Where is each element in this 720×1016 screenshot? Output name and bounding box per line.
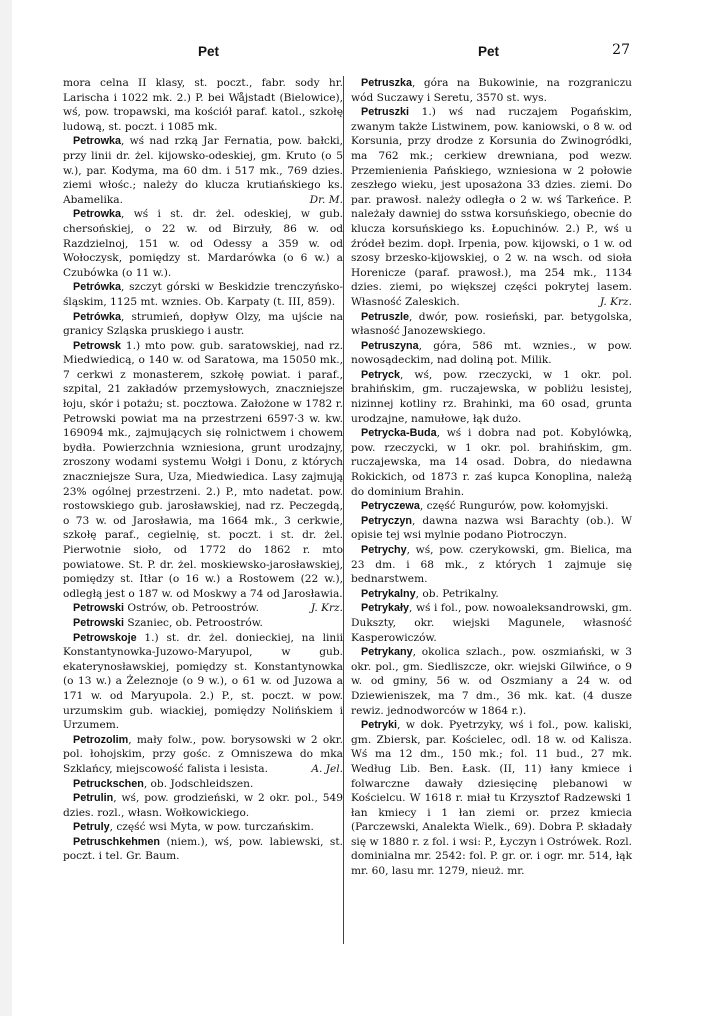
entry-text: , góra, 586 mt. wznies., w pow. nowosądeckim, nad doliną pot. Milik.	[351, 339, 632, 367]
running-head-left: Pet	[198, 44, 220, 59]
entry-text: , wś nad rzką Jar Fernatia, pow. bałcki, przy linii dr. żel. kijowsko-odeskiej, gm. Kruto (o 5 w.), par. Kodyma, ma 60 dm. i 517 mk., 769 dzies. ziemi włośc.; należy do klucza krutiańskiego ks. Abamelika.	[63, 135, 343, 206]
entry-headword: Petruly	[73, 821, 110, 834]
dictionary-entry	[351, 601, 632, 645]
entry-text: , ob. Petrikalny.	[415, 587, 499, 600]
entry-headword: Petrychy	[361, 544, 407, 556]
entry-headword: Petrowski	[73, 602, 125, 615]
dictionary-entry	[351, 426, 632, 499]
dictionary-entry	[351, 543, 632, 587]
column-divider	[343, 76, 344, 944]
entry-text: , wś i st. dr. żel. odeskiej, w gub. chersońskiej, o 22 w. od Birzuły, 86 w. od Razdzielnoj, 151 w. od Odessy a 359 w. od Wołoczysk, pomiędzy st. Mardarówka (o 6 w.) a Czubówka (o 11 w.).	[63, 208, 343, 279]
entry-headword: Petruszle	[361, 310, 410, 323]
entry-headword: Petryck	[361, 368, 401, 381]
dictionary-entry	[63, 631, 343, 733]
entry-text: , wś, pow. rzeczycki, w 1 okr. pol. brahińskim, gm. ruczajewska, w pobliżu lesistej, nizinnej kotliny rz. Brahinki, ma 60 osad, grunta urodzajne, namułowe, łąk dużo.	[351, 368, 632, 425]
dictionary-entry	[63, 616, 343, 631]
entry-text: mora celna II klasy, st. poczt., fabr. sody hr. Larischa i 1022 mk. 2.) P. bei Wåjstadt (Bielowice), wś, pow. tropawski, ma kościół paraf. katol., szkołę ludową, st. poczt. i 1085 mk.	[63, 77, 343, 133]
dictionary-entry	[351, 339, 632, 368]
dictionary-entry	[63, 134, 343, 207]
entry-text: , wś, pow. grodzieński, w 2 okr. pol., 549 dzies. rozl., własn. Wołkowickiego.	[63, 792, 343, 819]
entry-text: , mały folw., pow. borysowski w 2 okr. pol. łohojskim, przy gośc. z Omniszewa do mka Szklańcy, miejscowość falista i lesista.	[63, 733, 343, 775]
entry-headword: Petryki	[361, 719, 398, 732]
left-column	[63, 76, 343, 864]
page-header	[60, 44, 630, 68]
right-column	[351, 76, 632, 879]
dictionary-entry	[351, 645, 632, 718]
page-edge	[0, 0, 12, 1016]
entry-text: , góra na Bukowinie, na rozgraniczu wód Suczawy i Seretu, 3570 st. wys.	[351, 77, 632, 104]
entry-text: 1.) wś nad ruczajem Pogańskim, zwanym także Listwinem, pow. kaniowski, o 8 w. od Korsunia, przy drodze z Korsunia do Zwinogródki, ma 762 mk.; cerkiew drewniana, pod wezw. Przemienienia Pańskiego, wzniesiona w 2 połowie zeszłego wieku, jest uposażona 33 dzies. ziemi. Do par. prawosł. należy odległa o 2 w. wś Tarkeńce. P. należały dawniej do sstwa korsuńskiego, obecnie do klucza korsuńskiego ks. Łopuchinów. 2.) P., wś u źródeł bezim. dopł. Irpenia, pow. kijowski, o 1 w. od szosy brzesko-kijowskiej, o 2 w. na wsch. od sioła Horenicze (paraf. prawosł.), ma 254 mk., 1134 dzies. ziemi, po większej części pokrytej lasem. Własność Zaleskich.	[351, 106, 632, 308]
entry-headword: Petryczewa	[361, 500, 420, 513]
entry-headword: Petrowskoje	[73, 631, 137, 644]
entry-signature: J. Krz.	[599, 295, 632, 308]
entry-text: , dwór, pow. rosieński, par. betygolska, własność Janozewskiego.	[351, 310, 632, 338]
dictionary-entry	[351, 310, 632, 339]
dictionary-entry	[351, 76, 632, 105]
dictionary-entry	[63, 280, 343, 309]
dictionary-entry	[63, 207, 343, 280]
page-number: 27	[612, 42, 630, 58]
entry-text: , część wsi Myta, w pow. turczańskim.	[109, 821, 314, 834]
dictionary-entry	[351, 587, 632, 602]
entry-headword: Petruszyna	[361, 339, 419, 352]
entry-headword: Petrowski	[73, 616, 125, 629]
entry-headword: Petrulin	[73, 792, 114, 805]
entry-text: Ostrów, ob. Petroostrów.	[124, 602, 259, 615]
entry-headword: Petrykały	[361, 602, 410, 615]
entry-text: , strumień, dopływ Olzy, ma ujście na granicy Szląska pruskiego i austr.	[63, 310, 343, 338]
entry-text: 1.) st. dr. żel. donieckiej, na linii Konstantynowka-Juzowo-Maryupol, w gub. ekaterynosławskiej, pomiędzy st. Konstantynowka (o 13 w.) a Żeleznoje (o 9 w.), o 61 w. od Juzowa a 171 w. od Maryupola. 2.) P., st. poczt. w pow. urzumskim gub. wiackiej, pomiędzy Nolińskiem i Urzumem.	[63, 631, 343, 732]
entry-text: , dawna nazwa wsi Barachty (ob.). W opisie tej wsi mylnie podano Piotroczyn.	[351, 514, 632, 542]
entry-headword: Petruschkehmen	[73, 835, 161, 848]
entry-text: , okolica szlach., pow. oszmiański, w 3 okr. pol., gm. Siedliszcze, okr. wiejski Gilwińce, o 9 w. od gminy, 56 w. od Oszmiany a 24 w. od Dziewieniszek, ma 7 dm., 36 mk. kat. (4 dusze rewiz. jednodworców w 1864 r.).	[351, 646, 632, 717]
entry-headword: Petrykalny	[361, 587, 416, 600]
entry-signature: Dr. M.	[309, 193, 343, 206]
entry-text: , szczyt górski w Beskidzie trenczyńsko-śląskim, 1125 mt. wznies. Ob. Karpaty (t. III, 859).	[63, 281, 343, 308]
entry-headword: Petrowka	[73, 135, 122, 148]
entry-headword: Petryczyn	[361, 514, 413, 527]
dictionary-entry	[63, 791, 343, 820]
entry-signature: J. Krz.	[310, 602, 343, 615]
running-head-right: Pet	[478, 44, 500, 59]
entry-text: , ob. Jodschleidszen.	[143, 777, 254, 790]
dictionary-entry	[63, 835, 343, 864]
dictionary-entry	[351, 105, 632, 309]
entry-headword: Petrykany	[361, 646, 413, 659]
dictionary-entry	[351, 368, 632, 426]
entry-text: , wś i fol., pow. nowoaleksandrowski, gm. Dukszty, okr. wiejski Magunele, własność Kasperowiczów.	[351, 602, 632, 644]
entry-headword: Petruckschen	[73, 777, 144, 790]
entry-text: , wś i dobra nad pot. Kobylówką, pow. rzeczycki, w 1 okr. pol. brahińskim, gm. ruczajewska, ma 14 osad. Dobra, do niedawna Rokickich, od 1873 r. zaś kupca Konoplina, należą do dominium Brahin.	[351, 427, 632, 498]
dictionary-entry	[63, 820, 343, 835]
entry-text: , wś, pow. czerykowski, gm. Bielica, ma 23 dm. i 68 mk., z których 1 zajmuje się bednarstwem.	[351, 544, 632, 586]
entry-headword: Petruszki	[361, 106, 410, 119]
entry-headword: Petrówka	[73, 281, 122, 294]
entry-headword: Petrowsk	[73, 339, 122, 352]
entry-headword: Petrówka	[73, 310, 122, 323]
entry-text: , część Rungurów, pow. kołomyjski.	[419, 500, 609, 513]
dictionary-entry	[63, 76, 343, 134]
dictionary-entry	[63, 777, 343, 792]
dictionary-entry	[351, 718, 632, 879]
entry-text: Szaniec, ob. Petroostrów.	[124, 616, 263, 629]
dictionary-entry	[63, 310, 343, 339]
dictionary-entry	[351, 514, 632, 543]
dictionary-entry	[63, 733, 343, 777]
entry-text: , w dok. Pyetrzyky, wś i fol., pow. kaliski, gm. Zbiersk, par. Kościelec, odl. 18 w. od Kalisza. Wś ma 12 dm., 150 mk.; fol. 11 bud., 27 mk. Według Lib. Ben. Łask. (II, 11) łany kmiece i folwarczne dawały dziesięcinę plebanowi w Kościelcu. W 1618 r. miał tu Krzysztof Radzewski 1 łan kmiecy i 1 łan ziemi or. przez kmiecia (Parczewski, Analekta Wielk., 69). Dobra P. składały się w 1880 r. z fol. i wsi: P., Łyczyn i Ostrówek. Rozl. dominialna mr. 2542: fol. P. gr. or. i ogr. mr. 514, łąk mr. 60, lasu mr. 1279, nieuż. mr.	[351, 719, 632, 878]
dictionary-entry	[351, 499, 632, 514]
entry-headword: Petrozolim	[73, 733, 129, 746]
entry-headword: Petrycka-Buda	[361, 427, 437, 440]
entry-text: (niem.), wś, pow. labiewski, st. poczt. i tel. Gr. Baum.	[63, 835, 343, 863]
entry-text: 1.) mto pow. gub. saratowskiej, nad rz. Miedwiedicą, o 140 w. od Saratowa, ma 15050 mk., 7 cerkwi z monasterem, szkołę powiat. i paraf., szpital, 21 zakładów przemysłowych, znaczniejsze łoju, skór i potażu; st. pocztowa. Założone w 1782 r. Petrowski powiat ma na przestrzeni 6597·3 w. kw. 169094 mk., zajmujących się rolnictwem i chowem bydła. Powierzchnia wzniesiona, grunt urodzajny, zroszony wodami systemu Wołgi i Donu, z których znaczniejsze Sura, Uza, Miedwiedica. Lasy zajmują 23% ogólnej przestrzeni. 2.) P., mto nadetat. pow. rostowskiego gub. jarosławskiej, nad rz. Peczegdą, o 73 w. od Jarosławia, ma 1664 mk., 3 cerkwie, szkołę paraf., cegielnię, st. poczt. i st. dr. żel. Pierwotnie sioło, od 1772 do 1862 r. mto powiatowe. St. P. dr. żel. moskiewsko-jarosławskiej, pomiędzy st. Itłar (o 16 w.) a Rostowem (22 w.), odległą jest o 187 w. od Moskwy a 74 od Jarosławia.	[63, 339, 343, 600]
entry-headword: Petrowka	[73, 208, 122, 221]
entry-headword: Petruszka	[361, 77, 413, 89]
entry-signature: A. Jel.	[311, 762, 343, 775]
